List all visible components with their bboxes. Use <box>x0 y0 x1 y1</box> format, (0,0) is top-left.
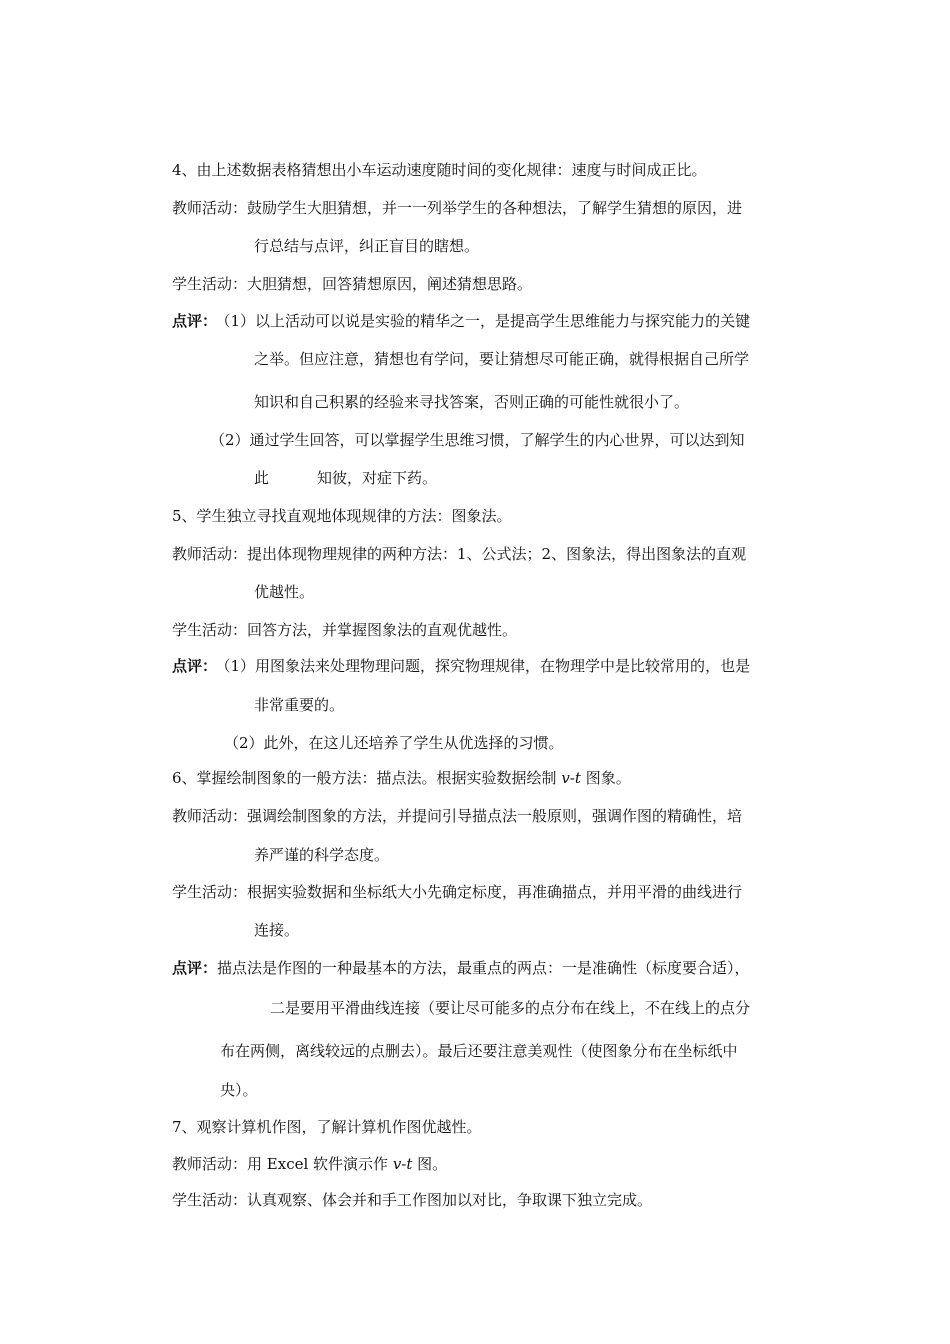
section-4-heading-text: 4、由上述数据表格猜想出小车运动速度随时间的变化规律：速度与时间成正比。 <box>172 161 707 179</box>
section-5-heading <box>172 506 512 526</box>
student-activity-text: 回答方法，并掌握图象法的直观优越性。 <box>247 621 518 639</box>
teacher-activity-label: 教师活动： <box>172 545 248 563</box>
section-6-student-activity-cont <box>254 920 299 940</box>
comment-1-text-cont: 之举。但应注意，猜想也有学问，要让猜想尽可能正确，就得根据自己所学 <box>254 350 750 368</box>
comment-text-cont: 布在两侧，离线较远的点删去）。最后还要注意美观性（使图象分布在坐标纸中 <box>220 1042 738 1060</box>
section-6-teacher-activity <box>172 806 742 826</box>
comment-label: 点评： <box>172 959 218 977</box>
section-6-heading <box>172 768 631 788</box>
section-7-teacher-activity <box>172 1154 447 1174</box>
section-4-comment-2 <box>210 430 745 450</box>
teacher-activity-text-cont: 优越性。 <box>254 583 315 601</box>
section-6-comment-cont-2 <box>220 1041 738 1061</box>
teacher-activity-text: 提出体现物理规律的两种方法：1、公式法；2、图象法，得出图象法的直观 <box>247 545 747 563</box>
section-6-comment <box>172 958 750 978</box>
section-5-heading-text: 5、学生独立寻找直观地体现规律的方法：图象法。 <box>172 507 512 525</box>
velocity-symbol: v <box>392 1155 402 1173</box>
comment-2-text-cont-a: 此 <box>254 469 270 487</box>
section-4-comment-2-cont <box>254 468 437 488</box>
section-4-comment-cont-2 <box>254 392 689 412</box>
section-6-comment-cont-3 <box>220 1080 258 1100</box>
student-activity-text: 根据实验数据和坐标纸大小先确定标度，再准确描点，并用平滑的曲线进行 <box>247 883 743 901</box>
student-activity-label: 学生活动： <box>172 1191 248 1209</box>
section-6-heading-text-end: 图象。 <box>580 769 631 787</box>
teacher-activity-text-cont: 行总结与点评，纠正盲目的瞎想。 <box>254 237 480 255</box>
comment-2-text-cont-b: 知彼，对症下药。 <box>317 469 438 487</box>
student-activity-label: 学生活动： <box>172 883 248 901</box>
student-activity-label: 学生活动： <box>172 621 248 639</box>
section-5-comment-2 <box>224 733 564 753</box>
comment-1-text: （1）用图象法来处理物理问题，探究物理规律，在物理学中是比较常用的，也是 <box>223 657 751 675</box>
teacher-activity-text-cont: 养严谨的科学态度。 <box>254 846 390 864</box>
teacher-activity-text-end: 图。 <box>412 1155 448 1173</box>
comment-text: 描点法是作图的一种最基本的方法，最重点的两点：一是准确性（标度要合适）， <box>217 959 750 977</box>
teacher-activity-label: 教师活动： <box>172 1155 248 1173</box>
comment-text-cont: 二是要用平滑曲线连接（要让尽可能多的点分布在线上，不在线上的点分 <box>270 999 751 1017</box>
section-5-teacher-activity <box>172 544 746 564</box>
section-4-teacher-activity-cont <box>254 236 479 256</box>
section-5-teacher-activity-cont <box>254 582 314 602</box>
section-6-student-activity <box>172 882 742 902</box>
section-4-comment <box>172 311 750 331</box>
student-activity-label: 学生活动： <box>172 275 248 293</box>
teacher-activity-text: 强调绘制图象的方法，并提问引导描点法一般原则，强调作图的精确性，培 <box>247 807 743 825</box>
section-5-comment-cont <box>254 695 344 715</box>
section-6-heading-text: 6、掌握绘制图象的一般方法：描点法。根据实验数据绘制 <box>172 769 562 787</box>
section-5-comment <box>172 656 750 676</box>
comment-text-cont: 央）。 <box>220 1081 258 1099</box>
comment-label: 点评： <box>172 657 218 675</box>
section-4-comment-cont-1 <box>254 349 749 369</box>
section-7-heading <box>172 1117 482 1137</box>
student-activity-text: 认真观察、体会并和手工作图加以对比，争取课下独立完成。 <box>247 1191 653 1209</box>
comment-1-text-cont: 知识和自己积累的经验来寻找答案，否则正确的可能性就很小了。 <box>254 393 690 411</box>
comment-label: 点评： <box>172 312 218 330</box>
teacher-activity-label: 教师活动： <box>172 199 248 217</box>
student-activity-text: 大胆猜想，回答猜想原因，阐述猜想思路。 <box>247 275 533 293</box>
teacher-activity-text: 鼓励学生大胆猜想，并一一列举学生的各种想法，了解学生猜想的原因，进 <box>247 199 743 217</box>
teacher-activity-label: 教师活动： <box>172 807 248 825</box>
section-6-comment-cont-1 <box>270 998 750 1018</box>
section-5-student-activity <box>172 620 517 640</box>
student-activity-text-cont: 连接。 <box>254 921 300 939</box>
symbol-dash: - <box>569 769 575 787</box>
section-7-student-activity <box>172 1190 652 1210</box>
comment-2-text: （2）此外，在这儿还培养了学生从优选择的习惯。 <box>224 734 564 752</box>
velocity-symbol: v <box>561 769 570 787</box>
comment-1-text: （1）以上活动可以说是实验的精华之一，是提高学生思维能力与探究能力的关键 <box>223 312 751 330</box>
section-7-heading-text: 7、观察计算机作图，了解计算机作图优越性。 <box>172 1118 482 1136</box>
time-symbol: t <box>406 1155 413 1173</box>
section-6-teacher-activity-cont <box>254 845 389 865</box>
comment-1-text-cont: 非常重要的。 <box>254 696 345 714</box>
time-symbol: t <box>574 769 581 787</box>
section-4-student-activity <box>172 274 532 294</box>
comment-2-text: （2）通过学生回答，可以掌握学生思维习惯，了解学生的内心世界，可以达到知 <box>210 431 745 449</box>
symbol-dash: - <box>401 1155 407 1173</box>
section-4-teacher-activity <box>172 198 742 218</box>
teacher-activity-text: 用 Excel 软件演示作 <box>247 1155 393 1173</box>
section-4-heading <box>172 160 707 180</box>
